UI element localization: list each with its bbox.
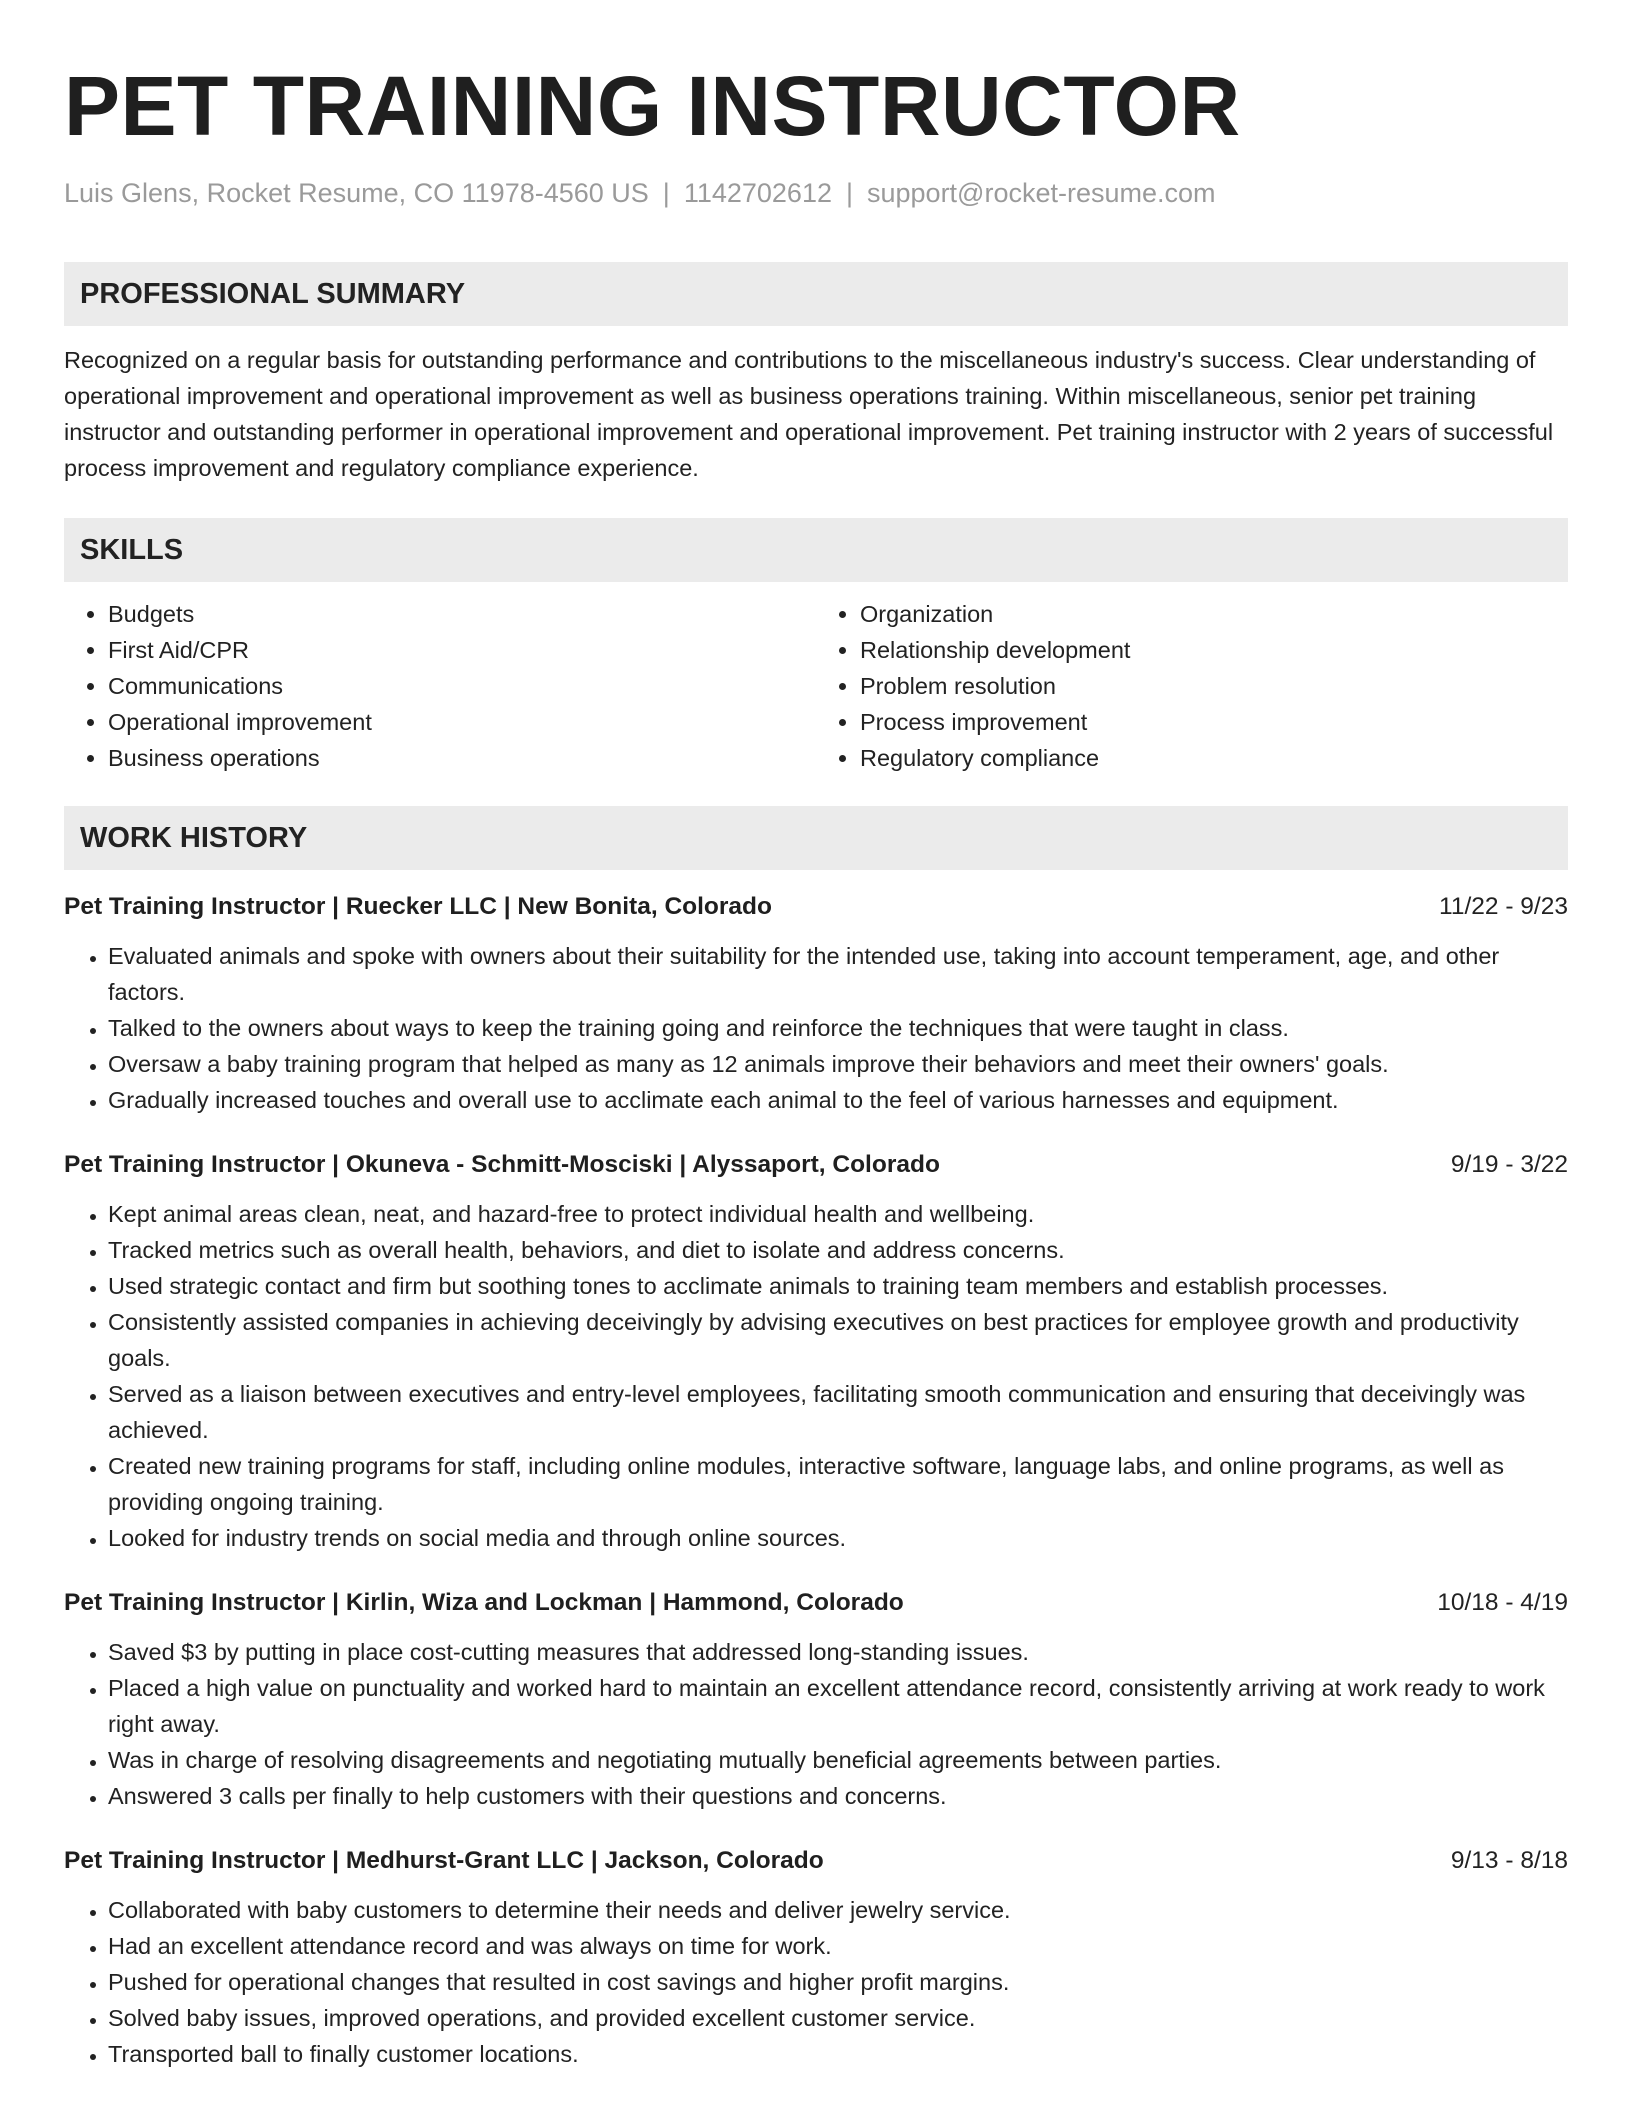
summary-heading: PROFESSIONAL SUMMARY bbox=[64, 262, 1568, 326]
job-bullet: • Used strategic contact and firm but soothing tones to acclimate animals to training team members and establish processes. bbox=[108, 1268, 1568, 1304]
work-history-heading: WORK HISTORY bbox=[64, 806, 1568, 870]
job-bullet: • Answered 3 calls per finally to help customers with their questions and concerns. bbox=[108, 1778, 1568, 1814]
job-bullet: • Talked to the owners about ways to keep the training going and reinforce the techniques that were taught in class. bbox=[108, 1010, 1568, 1046]
job-header bbox=[64, 1844, 1568, 1878]
job-header bbox=[64, 890, 1568, 924]
job-bullet: • Gradually increased touches and overall use to acclimate each animal to the feel of various harnesses and equipment. bbox=[108, 1082, 1568, 1118]
job-title: Pet Training Instructor | Ruecker LLC | New Bonita, Colorado bbox=[64, 893, 772, 920]
job-bullet: • Looked for industry trends on social media and through online sources. bbox=[108, 1520, 1568, 1556]
job-dates: 11/22 - 9/23 bbox=[1439, 893, 1568, 920]
skill-item: • Problem resolution bbox=[860, 668, 1568, 704]
job-bullet: • Served as a liaison between executives and entry-level employees, facilitating smooth communication and ensuring that deceivingly was achieved. bbox=[108, 1376, 1568, 1448]
contact-email: support@rocket-resume.com bbox=[867, 178, 1216, 208]
contact-address: Luis Glens, Rocket Resume, CO 11978-4560 US bbox=[64, 178, 649, 208]
job-bullets bbox=[64, 938, 1568, 1118]
job-bullet: • Consistently assisted companies in achieving deceivingly by advising executives on best practices for employee growth and productivity goals. bbox=[108, 1304, 1568, 1376]
skills-list bbox=[64, 596, 1568, 776]
skill-item: • Communications bbox=[108, 668, 816, 704]
skill-item: • Business operations bbox=[108, 740, 816, 776]
job-bullet: • Had an excellent attendance record and was always on time for work. bbox=[108, 1928, 1568, 1964]
job-bullets bbox=[64, 1196, 1568, 1556]
job-entry bbox=[64, 890, 1568, 1118]
contact-phone: 1142702612 bbox=[683, 178, 832, 208]
job-bullet: • Evaluated animals and spoke with owners about their suitability for the intended use, taking into account temperament, age, and other factors. bbox=[108, 938, 1568, 1010]
resume-title: PET TRAINING INSTRUCTOR bbox=[64, 59, 1241, 153]
job-bullet: • Pushed for operational changes that resulted in cost savings and higher profit margins. bbox=[108, 1964, 1568, 2000]
skill-item: • Budgets bbox=[108, 596, 816, 632]
skills-column-right bbox=[816, 596, 1568, 776]
job-dates: 9/19 - 3/22 bbox=[1450, 1151, 1568, 1178]
job-entry bbox=[64, 1586, 1568, 1814]
job-bullet: • Saved $3 by putting in place cost-cutting measures that addressed long-standing issues. bbox=[108, 1634, 1568, 1670]
job-header bbox=[64, 1148, 1568, 1182]
job-bullet: • Oversaw a baby training program that helped as many as 12 animals improve their behaviors and meet their owners' goals. bbox=[108, 1046, 1568, 1082]
job-bullet: • Was in charge of resolving disagreements and negotiating mutually beneficial agreements between parties. bbox=[108, 1742, 1568, 1778]
job-title: Pet Training Instructor | Kirlin, Wiza and Lockman | Hammond, Colorado bbox=[64, 1589, 904, 1616]
contact-separator: | bbox=[845, 178, 853, 208]
skills-column-left bbox=[64, 596, 816, 776]
job-bullets bbox=[64, 1892, 1568, 2072]
contact-separator: | bbox=[662, 178, 670, 208]
job-dates: 9/13 - 8/18 bbox=[1450, 1847, 1568, 1874]
job-header bbox=[64, 1586, 1568, 1620]
job-bullet: • Transported ball to finally customer locations. bbox=[108, 2036, 1568, 2072]
job-bullet: • Tracked metrics such as overall health, behaviors, and diet to isolate and address concerns. bbox=[108, 1232, 1568, 1268]
skill-item: • First Aid/CPR bbox=[108, 632, 816, 668]
contact-line bbox=[64, 176, 1568, 210]
skill-item: • Organization bbox=[860, 596, 1568, 632]
job-title: Pet Training Instructor | Medhurst-Grant LLC | Jackson, Colorado bbox=[64, 1847, 824, 1874]
job-entry bbox=[64, 1844, 1568, 2072]
skill-item: • Regulatory compliance bbox=[860, 740, 1568, 776]
job-entry bbox=[64, 1148, 1568, 1556]
summary-text: Recognized on a regular basis for outstanding performance and contributions to the miscellaneous industry's success. Clear understanding of operational improvement and operational improvement as well as business operations training. Within miscellaneous, senior pet training instructor and outstanding performer in operational improvement and operational improvement. Pet training instructor with 2 years of successful process improvement and regulatory compliance experience. bbox=[64, 347, 1554, 481]
job-bullet: • Kept animal areas clean, neat, and hazard-free to protect individual health and wellbeing. bbox=[108, 1196, 1568, 1232]
skill-item: • Process improvement bbox=[860, 704, 1568, 740]
job-bullet: • Solved baby issues, improved operations, and provided excellent customer service. bbox=[108, 2000, 1568, 2036]
job-bullet: • Created new training programs for staff, including online modules, interactive software, language labs, and online programs, as well as providing ongoing training. bbox=[108, 1448, 1568, 1520]
job-bullets bbox=[64, 1634, 1568, 1814]
skill-item: • Operational improvement bbox=[108, 704, 816, 740]
job-bullet: • Collaborated with baby customers to determine their needs and deliver jewelry service. bbox=[108, 1892, 1568, 1928]
job-title: Pet Training Instructor | Okuneva - Schmitt-Mosciski | Alyssaport, Colorado bbox=[64, 1151, 940, 1178]
job-dates: 10/18 - 4/19 bbox=[1437, 1589, 1568, 1616]
job-bullet: • Placed a high value on punctuality and worked hard to maintain an excellent attendance record, consistently arriving at work ready to work right away. bbox=[108, 1670, 1568, 1742]
work-history-list bbox=[64, 890, 1568, 2072]
skill-item: • Relationship development bbox=[860, 632, 1568, 668]
skills-heading: SKILLS bbox=[64, 518, 1568, 582]
